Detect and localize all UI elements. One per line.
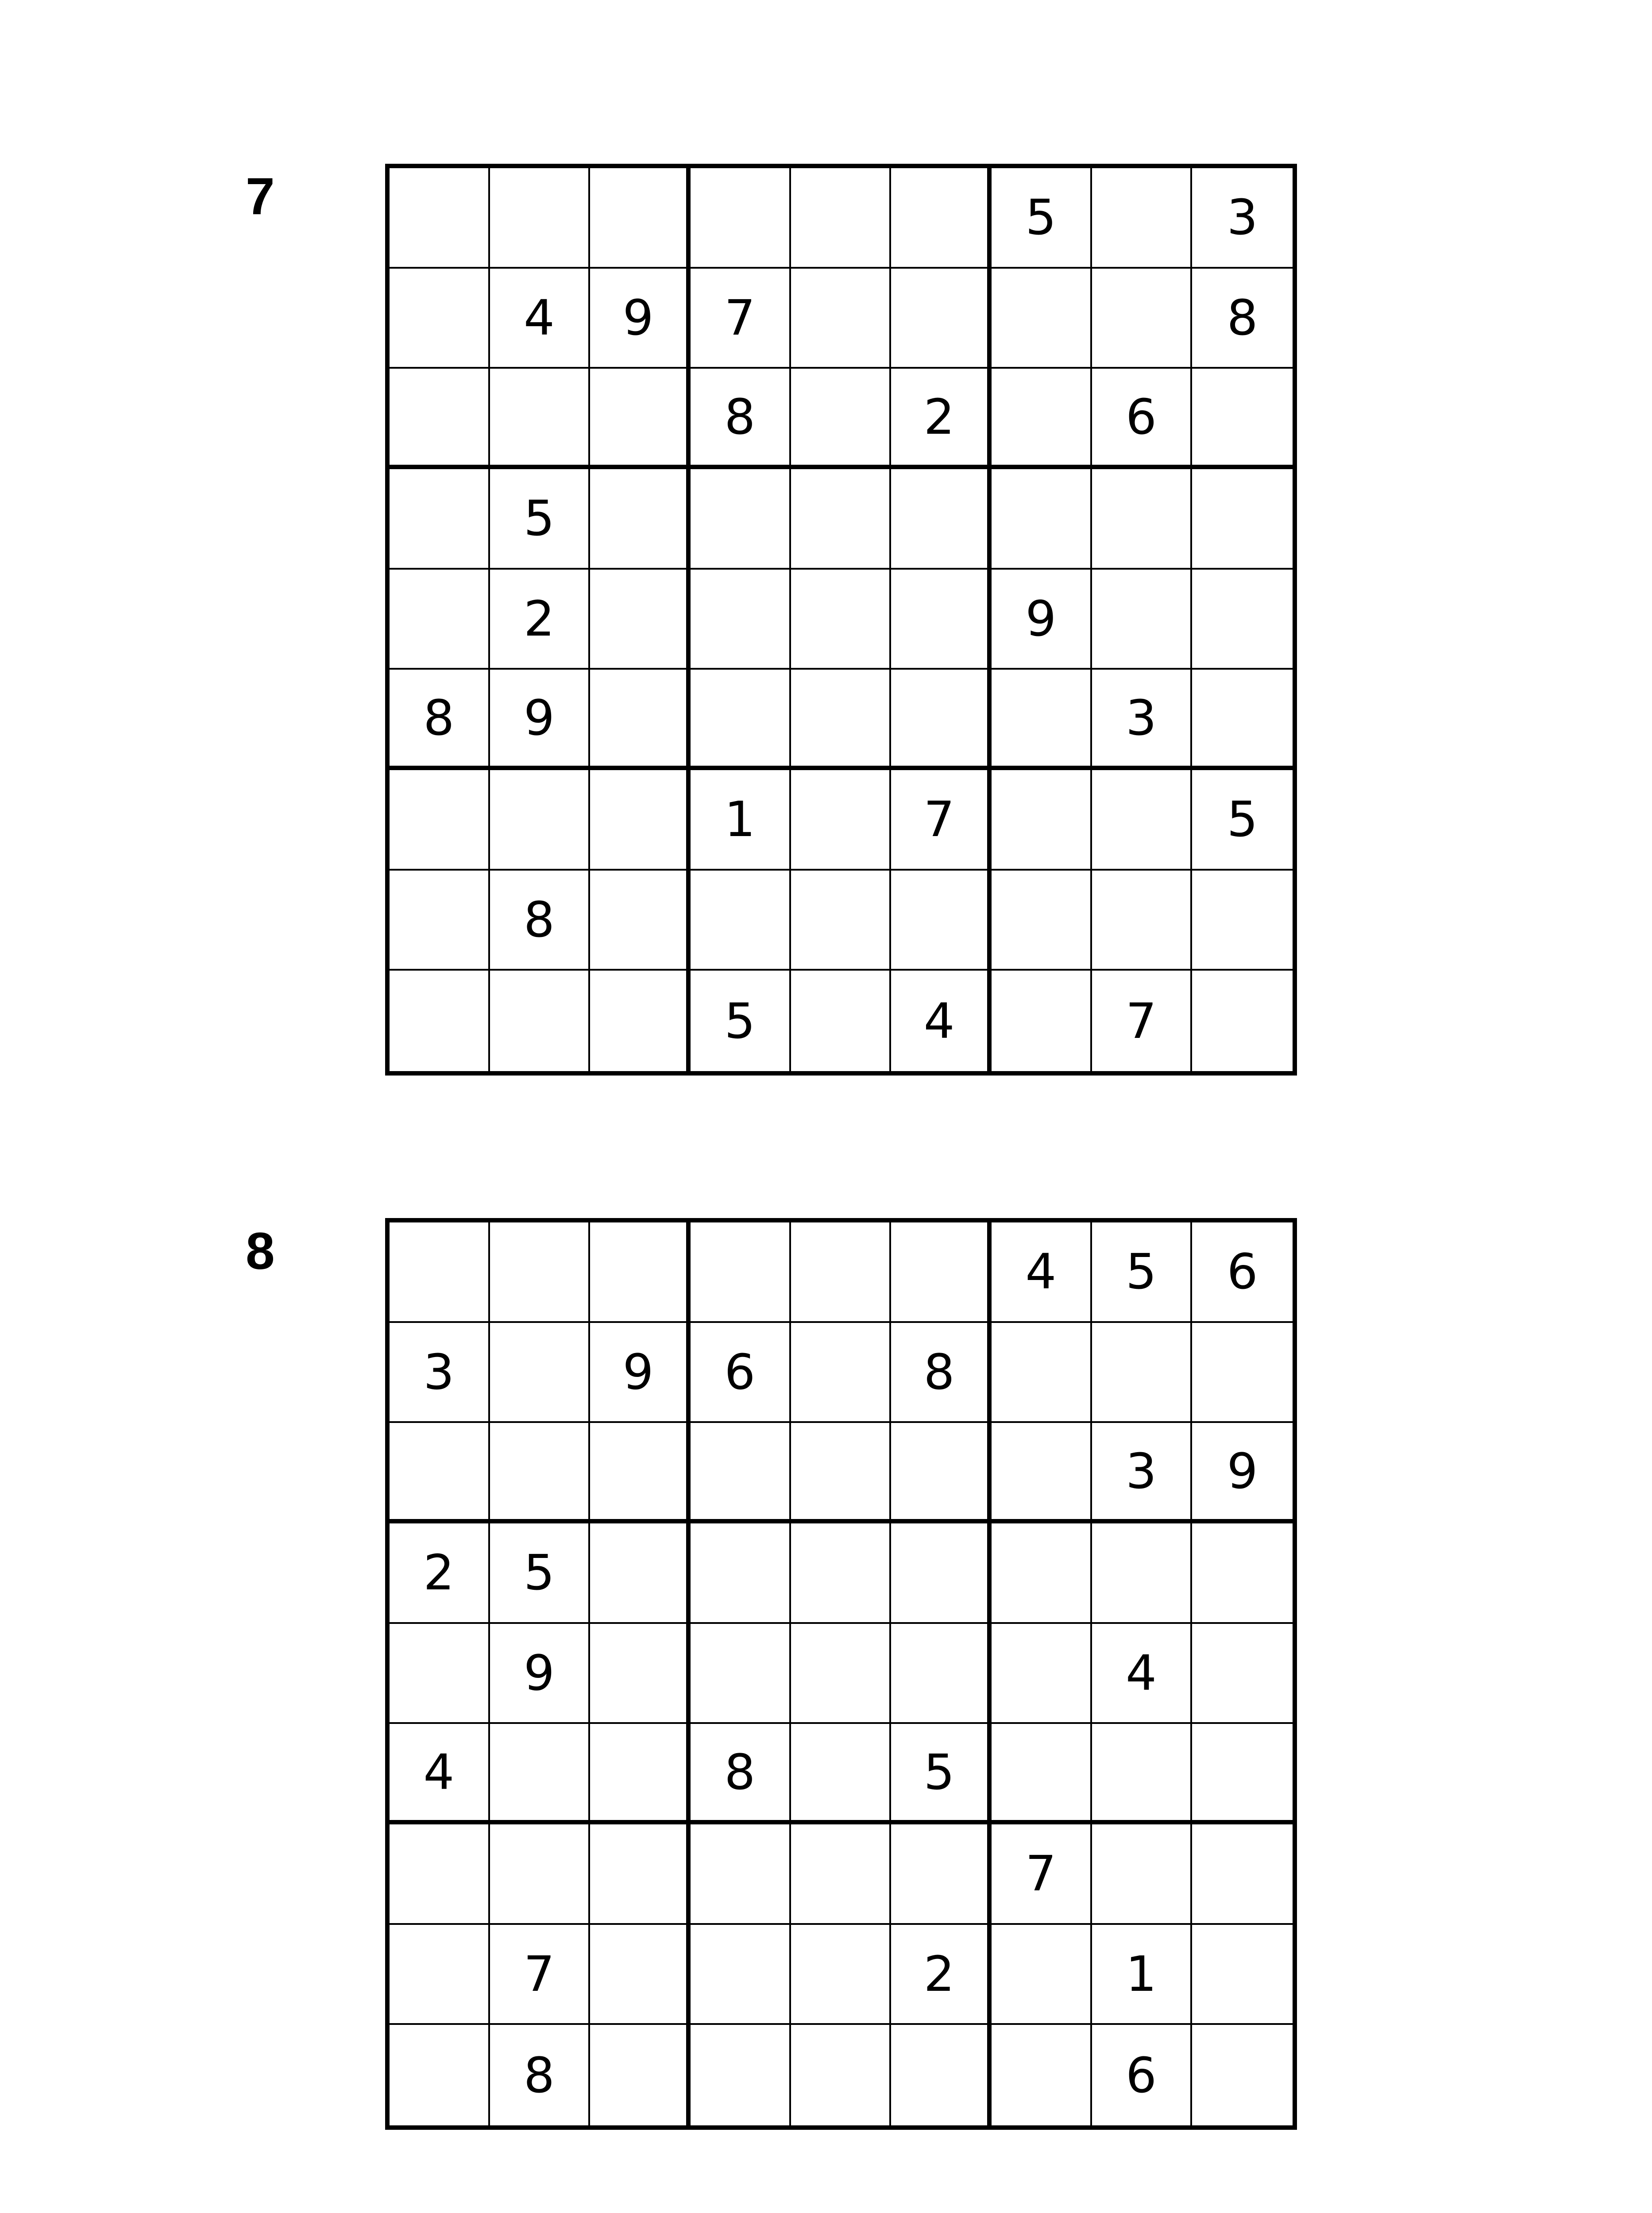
- empty-cell-r8c3[interactable]: [590, 1925, 691, 2025]
- empty-cell-r9c1[interactable]: [390, 2025, 490, 2125]
- empty-cell-r4c7[interactable]: [992, 1523, 1092, 1624]
- sudoku-grid-7: [385, 164, 1297, 1076]
- empty-cell-r5c8[interactable]: [1092, 570, 1193, 670]
- given-cell-r9c2: 8: [490, 2025, 591, 2125]
- empty-cell-r4c5[interactable]: [791, 469, 892, 570]
- empty-cell-r4c6[interactable]: [891, 1523, 992, 1624]
- empty-cell-r5c4[interactable]: [691, 1624, 791, 1724]
- empty-cell-r6c7[interactable]: [992, 670, 1092, 770]
- empty-cell-r9c9[interactable]: [1192, 971, 1293, 1071]
- empty-cell-r8c9[interactable]: [1192, 1925, 1293, 2025]
- given-cell-r9c8: 7: [1092, 971, 1193, 1071]
- given-cell-r2c9: 8: [1192, 269, 1293, 369]
- empty-cell-r2c1[interactable]: [390, 269, 490, 369]
- given-cell-r2c4: 6: [691, 1323, 791, 1423]
- empty-cell-r3c6[interactable]: [891, 1423, 992, 1523]
- given-cell-r1c7: 5: [992, 168, 1092, 269]
- empty-cell-r7c2[interactable]: [490, 1824, 591, 1925]
- empty-cell-r4c3[interactable]: [590, 1523, 691, 1624]
- empty-cell-r8c9[interactable]: [1192, 871, 1293, 971]
- empty-cell-r6c6[interactable]: [891, 670, 992, 770]
- empty-cell-r1c8[interactable]: [1092, 168, 1193, 269]
- empty-cell-r4c9[interactable]: [1192, 469, 1293, 570]
- empty-cell-r2c7[interactable]: [992, 269, 1092, 369]
- given-cell-r3c6: 2: [891, 369, 992, 469]
- empty-cell-r7c1[interactable]: [390, 770, 490, 871]
- empty-cell-r3c2[interactable]: [490, 369, 591, 469]
- empty-cell-r1c5[interactable]: [791, 168, 892, 269]
- empty-cell-r9c3[interactable]: [590, 2025, 691, 2125]
- given-cell-r8c8: 1: [1092, 1925, 1193, 2025]
- empty-cell-r1c5[interactable]: [791, 1222, 892, 1323]
- empty-cell-r6c3[interactable]: [590, 1724, 691, 1824]
- given-cell-r5c8: 4: [1092, 1624, 1193, 1724]
- empty-cell-r3c4[interactable]: [691, 1423, 791, 1523]
- empty-cell-r7c1[interactable]: [390, 1824, 490, 1925]
- given-cell-r2c4: 7: [691, 269, 791, 369]
- empty-cell-r8c8[interactable]: [1092, 871, 1193, 971]
- given-cell-r7c7: 7: [992, 1824, 1092, 1925]
- empty-cell-r5c9[interactable]: [1192, 570, 1293, 670]
- given-cell-r3c8: 3: [1092, 1423, 1193, 1523]
- empty-cell-r3c2[interactable]: [490, 1423, 591, 1523]
- empty-cell-r7c3[interactable]: [590, 1824, 691, 1925]
- given-cell-r5c7: 9: [992, 570, 1092, 670]
- empty-cell-r6c8[interactable]: [1092, 1724, 1193, 1824]
- given-cell-r7c6: 7: [891, 770, 992, 871]
- empty-cell-r3c7[interactable]: [992, 369, 1092, 469]
- empty-cell-r2c9[interactable]: [1192, 1323, 1293, 1423]
- empty-cell-r4c9[interactable]: [1192, 1523, 1293, 1624]
- empty-cell-r5c1[interactable]: [390, 1624, 490, 1724]
- empty-cell-r2c2[interactable]: [490, 1323, 591, 1423]
- empty-cell-r7c8[interactable]: [1092, 1824, 1193, 1925]
- empty-cell-r2c6[interactable]: [891, 269, 992, 369]
- empty-cell-r9c3[interactable]: [590, 971, 691, 1071]
- empty-cell-r1c6[interactable]: [891, 168, 992, 269]
- empty-cell-r6c5[interactable]: [791, 670, 892, 770]
- given-cell-r3c4: 8: [691, 369, 791, 469]
- empty-cell-r5c3[interactable]: [590, 570, 691, 670]
- empty-cell-r4c1[interactable]: [390, 469, 490, 570]
- empty-cell-r1c4[interactable]: [691, 1222, 791, 1323]
- given-cell-r6c6: 5: [891, 1724, 992, 1824]
- given-cell-r2c1: 3: [390, 1323, 490, 1423]
- empty-cell-r5c9[interactable]: [1192, 1624, 1293, 1724]
- empty-cell-r4c8[interactable]: [1092, 1523, 1193, 1624]
- empty-cell-r3c5[interactable]: [791, 369, 892, 469]
- given-cell-r8c2: 8: [490, 871, 591, 971]
- empty-cell-r3c9[interactable]: [1192, 369, 1293, 469]
- empty-cell-r4c5[interactable]: [791, 1523, 892, 1624]
- empty-cell-r7c8[interactable]: [1092, 770, 1193, 871]
- empty-cell-r6c5[interactable]: [791, 1724, 892, 1824]
- given-cell-r1c7: 4: [992, 1222, 1092, 1323]
- empty-cell-r9c7[interactable]: [992, 2025, 1092, 2125]
- empty-cell-r8c7[interactable]: [992, 871, 1092, 971]
- empty-cell-r8c1[interactable]: [390, 1925, 490, 2025]
- empty-cell-r1c1[interactable]: [390, 1222, 490, 1323]
- given-cell-r6c8: 3: [1092, 670, 1193, 770]
- given-cell-r7c9: 5: [1192, 770, 1293, 871]
- given-cell-r3c9: 9: [1192, 1423, 1293, 1523]
- empty-cell-r6c9[interactable]: [1192, 1724, 1293, 1824]
- empty-cell-r6c2[interactable]: [490, 1724, 591, 1824]
- given-cell-r1c8: 5: [1092, 1222, 1193, 1323]
- empty-cell-r7c2[interactable]: [490, 770, 591, 871]
- empty-cell-r1c1[interactable]: [390, 168, 490, 269]
- empty-cell-r3c1[interactable]: [390, 369, 490, 469]
- empty-cell-r1c4[interactable]: [691, 168, 791, 269]
- given-cell-r2c3: 9: [590, 1323, 691, 1423]
- empty-cell-r7c5[interactable]: [791, 1824, 892, 1925]
- empty-cell-r8c7[interactable]: [992, 1925, 1092, 2025]
- given-cell-r9c6: 4: [891, 971, 992, 1071]
- empty-cell-r8c5[interactable]: [791, 871, 892, 971]
- given-cell-r8c6: 2: [891, 1925, 992, 2025]
- empty-cell-r9c5[interactable]: [791, 2025, 892, 2125]
- empty-cell-r7c6[interactable]: [891, 1824, 992, 1925]
- empty-cell-r7c3[interactable]: [590, 770, 691, 871]
- empty-cell-r5c6[interactable]: [891, 1624, 992, 1724]
- empty-cell-r2c7[interactable]: [992, 1323, 1092, 1423]
- empty-cell-r9c4[interactable]: [691, 2025, 791, 2125]
- puzzle-number-7: 7: [246, 167, 275, 226]
- empty-cell-r8c5[interactable]: [791, 1925, 892, 2025]
- given-cell-r6c1: 8: [390, 670, 490, 770]
- empty-cell-r2c8[interactable]: [1092, 1323, 1193, 1423]
- empty-cell-r7c9[interactable]: [1192, 1824, 1293, 1925]
- empty-cell-r8c6[interactable]: [891, 871, 992, 971]
- empty-cell-r8c4[interactable]: [691, 1925, 791, 2025]
- empty-cell-r4c4[interactable]: [691, 1523, 791, 1624]
- given-cell-r4c1: 2: [390, 1523, 490, 1624]
- given-cell-r6c1: 4: [390, 1724, 490, 1824]
- empty-cell-r6c9[interactable]: [1192, 670, 1293, 770]
- empty-cell-r9c7[interactable]: [992, 971, 1092, 1071]
- given-cell-r2c3: 9: [590, 269, 691, 369]
- empty-cell-r5c1[interactable]: [390, 570, 490, 670]
- given-cell-r6c4: 8: [691, 1724, 791, 1824]
- empty-cell-r5c3[interactable]: [590, 1624, 691, 1724]
- empty-cell-r9c2[interactable]: [490, 971, 591, 1071]
- empty-cell-r3c1[interactable]: [390, 1423, 490, 1523]
- given-cell-r4c2: 5: [490, 1523, 591, 1624]
- empty-cell-r2c5[interactable]: [791, 269, 892, 369]
- empty-cell-r1c3[interactable]: [590, 168, 691, 269]
- given-cell-r5c2: 9: [490, 1624, 591, 1724]
- empty-cell-r3c3[interactable]: [590, 1423, 691, 1523]
- empty-cell-r4c3[interactable]: [590, 469, 691, 570]
- empty-cell-r5c6[interactable]: [891, 570, 992, 670]
- empty-cell-r9c6[interactable]: [891, 2025, 992, 2125]
- given-cell-r1c9: 6: [1192, 1222, 1293, 1323]
- empty-cell-r7c5[interactable]: [791, 770, 892, 871]
- given-cell-r1c9: 3: [1192, 168, 1293, 269]
- given-cell-r4c2: 5: [490, 469, 591, 570]
- empty-cell-r2c5[interactable]: [791, 1323, 892, 1423]
- given-cell-r6c2: 9: [490, 670, 591, 770]
- given-cell-r2c6: 8: [891, 1323, 992, 1423]
- empty-cell-r1c2[interactable]: [490, 168, 591, 269]
- empty-cell-r5c5[interactable]: [791, 1624, 892, 1724]
- empty-cell-r9c1[interactable]: [390, 971, 490, 1071]
- empty-cell-r4c7[interactable]: [992, 469, 1092, 570]
- empty-cell-r6c7[interactable]: [992, 1724, 1092, 1824]
- puzzle-number-8: 8: [246, 1222, 275, 1280]
- given-cell-r7c4: 1: [691, 770, 791, 871]
- empty-cell-r9c5[interactable]: [791, 971, 892, 1071]
- empty-cell-r5c4[interactable]: [691, 570, 791, 670]
- empty-cell-r5c5[interactable]: [791, 570, 892, 670]
- empty-cell-r8c3[interactable]: [590, 871, 691, 971]
- empty-cell-r4c6[interactable]: [891, 469, 992, 570]
- empty-cell-r8c1[interactable]: [390, 871, 490, 971]
- empty-cell-r1c3[interactable]: [590, 1222, 691, 1323]
- sudoku-grid-8: [385, 1218, 1297, 2130]
- empty-cell-r5c7[interactable]: [992, 1624, 1092, 1724]
- empty-cell-r9c9[interactable]: [1192, 2025, 1293, 2125]
- given-cell-r5c2: 2: [490, 570, 591, 670]
- empty-cell-r1c2[interactable]: [490, 1222, 591, 1323]
- given-cell-r2c2: 4: [490, 269, 591, 369]
- empty-cell-r2c8[interactable]: [1092, 269, 1193, 369]
- empty-cell-r8c4[interactable]: [691, 871, 791, 971]
- given-cell-r9c4: 5: [691, 971, 791, 1071]
- empty-cell-r3c7[interactable]: [992, 1423, 1092, 1523]
- empty-cell-r3c3[interactable]: [590, 369, 691, 469]
- empty-cell-r3c5[interactable]: [791, 1423, 892, 1523]
- given-cell-r3c8: 6: [1092, 369, 1193, 469]
- empty-cell-r4c4[interactable]: [691, 469, 791, 570]
- empty-cell-r7c4[interactable]: [691, 1824, 791, 1925]
- empty-cell-r1c6[interactable]: [891, 1222, 992, 1323]
- empty-cell-r7c7[interactable]: [992, 770, 1092, 871]
- given-cell-r8c2: 7: [490, 1925, 591, 2025]
- empty-cell-r4c8[interactable]: [1092, 469, 1193, 570]
- empty-cell-r6c4[interactable]: [691, 670, 791, 770]
- given-cell-r9c8: 6: [1092, 2025, 1193, 2125]
- empty-cell-r6c3[interactable]: [590, 670, 691, 770]
